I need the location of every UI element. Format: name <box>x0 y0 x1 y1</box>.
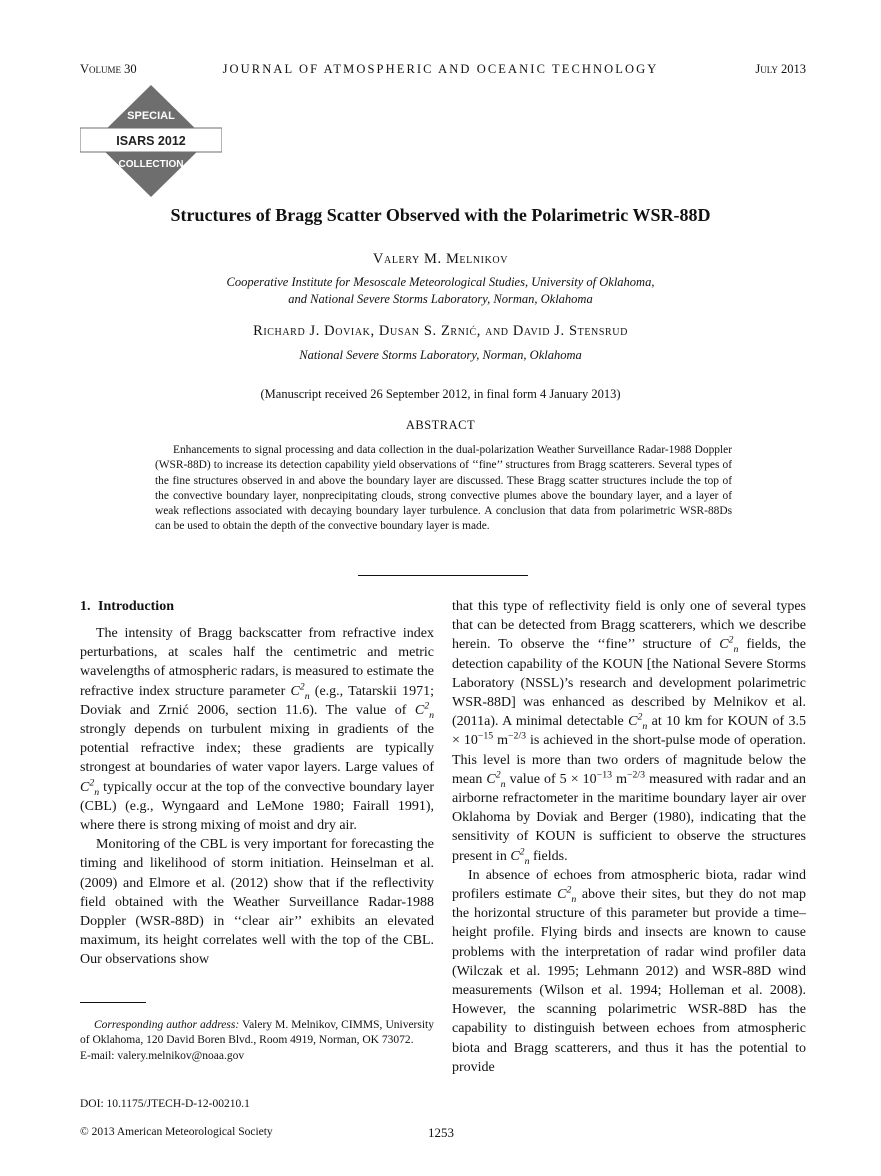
page-number: 1253 <box>428 1125 454 1140</box>
cn2-symbol: $C^2_n$ <box>290 680 310 702</box>
cn2-symbol: $C^2_n$ <box>557 884 577 905</box>
paragraph <box>452 597 806 866</box>
paragraph <box>80 624 434 835</box>
text-run: The intensity of Bragg backscatter from refractive index perturbations, at scales half the centimetric and metric wavelengths of atmospheric radars, is measured to estimate the refractive index structure parameter <box>80 626 434 699</box>
text-run: (e.g., Tatarskii 1971; Doviak and Zrnić 2006, section 11.6). The value of <box>80 683 434 718</box>
cn2-symbol: $C^2_n$ <box>414 700 434 721</box>
authors-others: Richard J. Doviak, Dusan S. Zrnić, and David J. Stensrud <box>253 323 628 339</box>
title-divider <box>358 575 528 576</box>
paragraph: Monitoring of the CBL is very important for forecasting the timing and likelihood of storm initiation. Heinselman et al. (2009) and Elmore et al. (2012) show that if the reflectivity field obtained with the Weather Surveillance Radar-1988 Doppler (WSR-88D) in ‘‘clear air’’ exhibits an elevated maximum, its height correlates well with the top of the CBL. Our observations show <box>80 837 434 968</box>
cn2-symbol: $C^2_n$ <box>80 776 100 798</box>
cn2-symbol: $C^2_n$ <box>719 634 739 656</box>
text-run: at 10 km for KOUN of 3.5 × 10 <box>452 714 807 749</box>
corresponding-author-footnote <box>80 1018 434 1064</box>
badge-top-text: SPECIAL <box>127 110 175 122</box>
text-run: typically occur at the top of the convective boundary layer (CBL) (e.g., Wyngaard and LeMone 1980; Fairall 1991), where there is strong mixing of moist and dry air. <box>80 779 434 834</box>
text-run: that this type of reflectivity field is only one of several types that can be detected from Bragg scatterers, which we describe herein. To observe the ‘‘fine’’ structure of <box>452 599 806 653</box>
running-header-journal: JOURNAL OF ATMOSPHERIC AND OCEANIC TECHNOLOGY <box>222 62 659 76</box>
section-number: 1. <box>80 599 91 614</box>
author-first: Valery M. Melnikov <box>372 251 509 267</box>
exponent: −2/3 <box>508 730 527 742</box>
affiliation-first-line2: and National Severe Storms Laboratory, Norman, Oklahoma <box>288 291 593 306</box>
running-header-volume: Volume 30 <box>80 62 137 76</box>
right-column <box>452 597 806 1077</box>
text-run: strongly depends on turbulent mixing in gradients of the potential refractive index; these gradients are typically strongest at boundaries of water vapor layers. Large values of <box>80 722 434 776</box>
footnote-rule <box>80 1002 146 1003</box>
affiliation-second: National Severe Storms Laboratory, Norman, Oklahoma <box>299 348 582 362</box>
text-run: value of 5 × 10 <box>505 771 597 787</box>
paragraph <box>452 866 806 1077</box>
text-run: is achieved in the short-pulse mode of operation. This level is more than two orders of magnitude below the mean <box>452 733 806 787</box>
left-column <box>80 597 434 970</box>
text-run: m <box>493 733 509 749</box>
cn2-symbol: $C^2_n$ <box>628 711 648 733</box>
badge-bottom-text: COLLECTION <box>118 159 184 170</box>
text-run: fields, the detection capability of the KOUN [the National Severe Storms Laboratory (NSSL)’s research and development polarimetric WSR-88D] was enhanced as described by Melnikov et al. (2011a). A minimal detectable <box>452 637 806 730</box>
footnote-text: Valery M. Melnikov, CIMMS, University of Oklahoma, 120 David Boren Blvd., Room 4919, Norman, OK 73072. <box>80 1019 434 1047</box>
abstract-heading: ABSTRACT <box>405 418 476 432</box>
exponent: −2/3 <box>626 769 646 781</box>
cn2-symbol: $C^2_n$ <box>510 845 530 867</box>
running-header-date: July 2013 <box>755 62 806 76</box>
badge-middle-text: ISARS 2012 <box>116 134 186 148</box>
text-run: m <box>612 771 627 787</box>
copyright: © 2013 American Meteorological Society <box>80 1126 273 1138</box>
manuscript-received: (Manuscript received 26 September 2012, in final form 4 January 2013) <box>260 387 621 401</box>
section-heading <box>80 597 434 616</box>
cn2-symbol: $C^2_n$ <box>486 769 506 790</box>
doi: DOI: 10.1175/JTECH-D-12-00210.1 <box>80 1098 250 1110</box>
text-run: In absence of echoes from atmospheric biota, radar wind profilers estimate <box>452 867 806 903</box>
exponent: −13 <box>596 769 613 781</box>
affiliation-first <box>0 274 881 307</box>
exponent: −15 <box>477 730 494 742</box>
abstract-text: Enhancements to signal processing and data collection in the dual-polarization Weather Surveillance Radar-1988 Doppler (WSR-88D) to increase its detection capability yield observations of ‘‘fine’’ structures from Bragg scatterers. Several types of the fine structures observed in and above the boundary layer are discussed. These Bragg scatter structures include the top of the convective boundary layer, nonprecipitating clouds, strong convective plumes above the boundary layer, and a layer of weak reflections associated with decaying boundary layer turbulence. A conclusion that data from polarimetric WSR-88Ds can be used to obtain the depth of the convective boundary layer is made. <box>155 444 732 533</box>
affiliation-first-line1: Cooperative Institute for Mesoscale Meteorological Studies, University of Oklahoma, <box>226 275 655 289</box>
footnote-email: E-mail: valery.melnikov@noaa.gov <box>80 1049 245 1062</box>
paper-title: Structures of Bragg Scatter Observed with the Polarimetric WSR-88D <box>170 205 711 225</box>
footnote-label: Corresponding author address: <box>94 1019 240 1031</box>
footnote-address <box>80 1018 434 1049</box>
text-run: fields. <box>529 848 568 864</box>
special-collection-badge <box>80 85 222 197</box>
section-title: Introduction <box>98 599 174 614</box>
text-run: measured with radar and an airborne refractometer in the maritime boundary layer air over Oklahoma by Doviak and Berger (1980), indicating that the sensitivity of KOUN is sufficient to observe the structures present in <box>452 771 806 864</box>
text-run: above their sites, but they do not map the horizontal structure of this parameter but provide a time–height profile. Flying birds and insects are known to cause problems with the interpretation of radar wind profiler data (Wilczak et al. 1995; Lehmann 2012) and WSR-88D wind measurements (Wilson et al. 1994; Holleman et al. 2008). However, the scanning polarimetric WSR-88D has the capability to distinguish between echoes from atmospheric biota and Bragg scatterers, and thus it has the potential to provide <box>452 887 806 1075</box>
